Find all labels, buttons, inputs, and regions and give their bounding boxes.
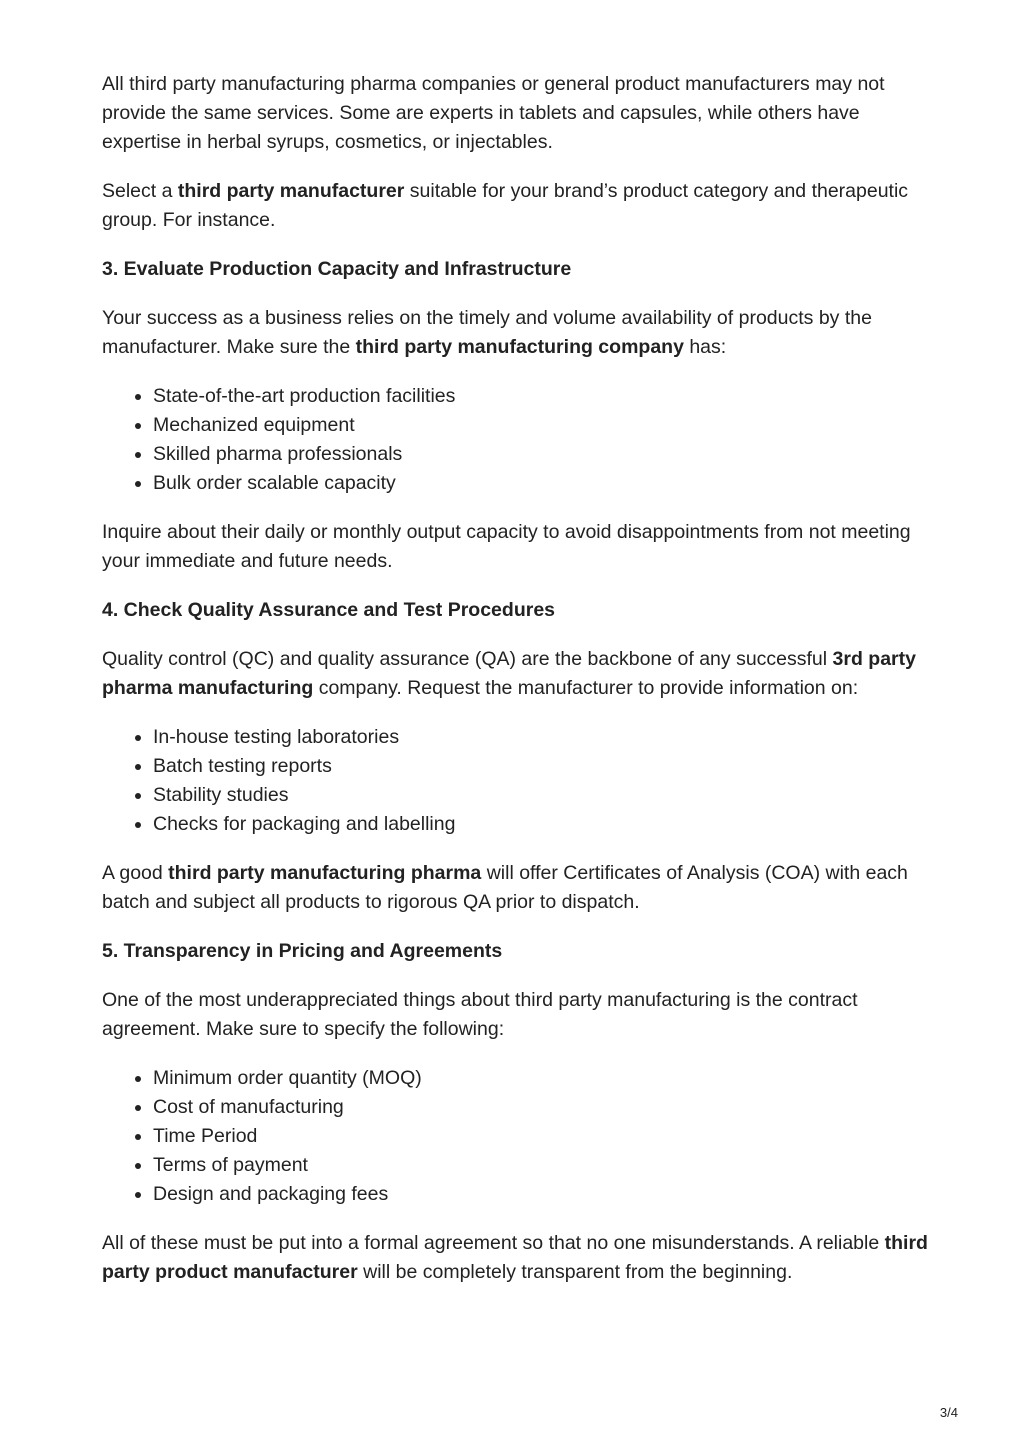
text-run: All of these must be put into a formal agreement so that no one misunderstands. A reliable [102, 1232, 885, 1254]
bold-keyword: third party product manufacturer [102, 1232, 928, 1283]
section-3-list [102, 382, 932, 498]
bold-keyword: third party manufacturing pharma [168, 862, 482, 884]
bold-keyword: 3rd party pharma manufacturing [102, 648, 916, 699]
text-run: A good [102, 862, 169, 884]
list-item: • Time Period [153, 1122, 932, 1151]
bold-keyword: third party manufacturing company [355, 336, 684, 358]
list-item: • Skilled pharma professionals [153, 440, 932, 469]
list-item: • Design and packaging fees [153, 1180, 932, 1209]
section-3-heading: 3. Evaluate Production Capacity and Infrastructure [102, 258, 572, 280]
text-run: Inquire about their daily or monthly output capacity to avoid disappointments from not meeting your immediate and future needs. [102, 521, 911, 572]
list-item: • Mechanized equipment [153, 411, 932, 440]
list-item: • Cost of manufacturing [153, 1093, 932, 1122]
intro-paragraph [102, 70, 932, 157]
page-number: 3/4 [939, 1405, 958, 1420]
text-run: One of the most underappreciated things about third party manufacturing is the contract agreement. Make sure to specify the following: [102, 989, 858, 1040]
section-4-list [102, 723, 932, 839]
section-5-heading: 5. Transparency in Pricing and Agreements [102, 940, 503, 962]
section-5-followup-paragraph [102, 1229, 932, 1287]
list-item: • Minimum order quantity (MOQ) [153, 1064, 932, 1093]
text-run: will be completely transparent from the beginning. [357, 1261, 793, 1283]
section-5-paragraph [102, 986, 932, 1044]
select-manufacturer-paragraph [102, 177, 932, 235]
intro-text: All third party manufacturing pharma companies or general product manufacturers may not provide the same services. Some are experts in tablets and capsules, while others have expertise in herbal syrups, cosmetics, or injectables. [102, 73, 885, 153]
list-item: • Terms of payment [153, 1151, 932, 1180]
list-item: • Stability studies [153, 781, 932, 810]
text-run: will offer Certificates of Analysis (COA) with each batch and subject all products to rigorous QA prior to dispatch. [102, 862, 908, 913]
list-item: • Checks for packaging and labelling [153, 810, 932, 839]
text-run: Your success as a business relies on the timely and volume availability of products by the manufacturer. Make sure the [102, 307, 872, 358]
section-4-heading: 4. Check Quality Assurance and Test Procedures [102, 599, 556, 621]
list-item: • Bulk order scalable capacity [153, 469, 932, 498]
text-run: suitable for your brand’s product category and therapeutic group. For instance. [102, 180, 909, 231]
section-4-paragraph [102, 645, 932, 703]
text-run: company. Request the manufacturer to provide information on: [313, 677, 859, 699]
text-run: Quality control (QC) and quality assurance (QA) are the backbone of any successful [102, 648, 833, 670]
document-body [102, 70, 932, 1307]
section-4-followup-paragraph [102, 859, 932, 917]
section-3-paragraph [102, 304, 932, 362]
list-item: • State-of-the-art production facilities [153, 382, 932, 411]
list-item: • In-house testing laboratories [153, 723, 932, 752]
bold-keyword: third party manufacturer [177, 180, 405, 202]
section-5-list [102, 1064, 932, 1209]
section-3-followup-paragraph [102, 518, 932, 576]
text-run: Select a [102, 180, 178, 202]
text-run: has: [683, 336, 727, 358]
list-item: • Batch testing reports [153, 752, 932, 781]
